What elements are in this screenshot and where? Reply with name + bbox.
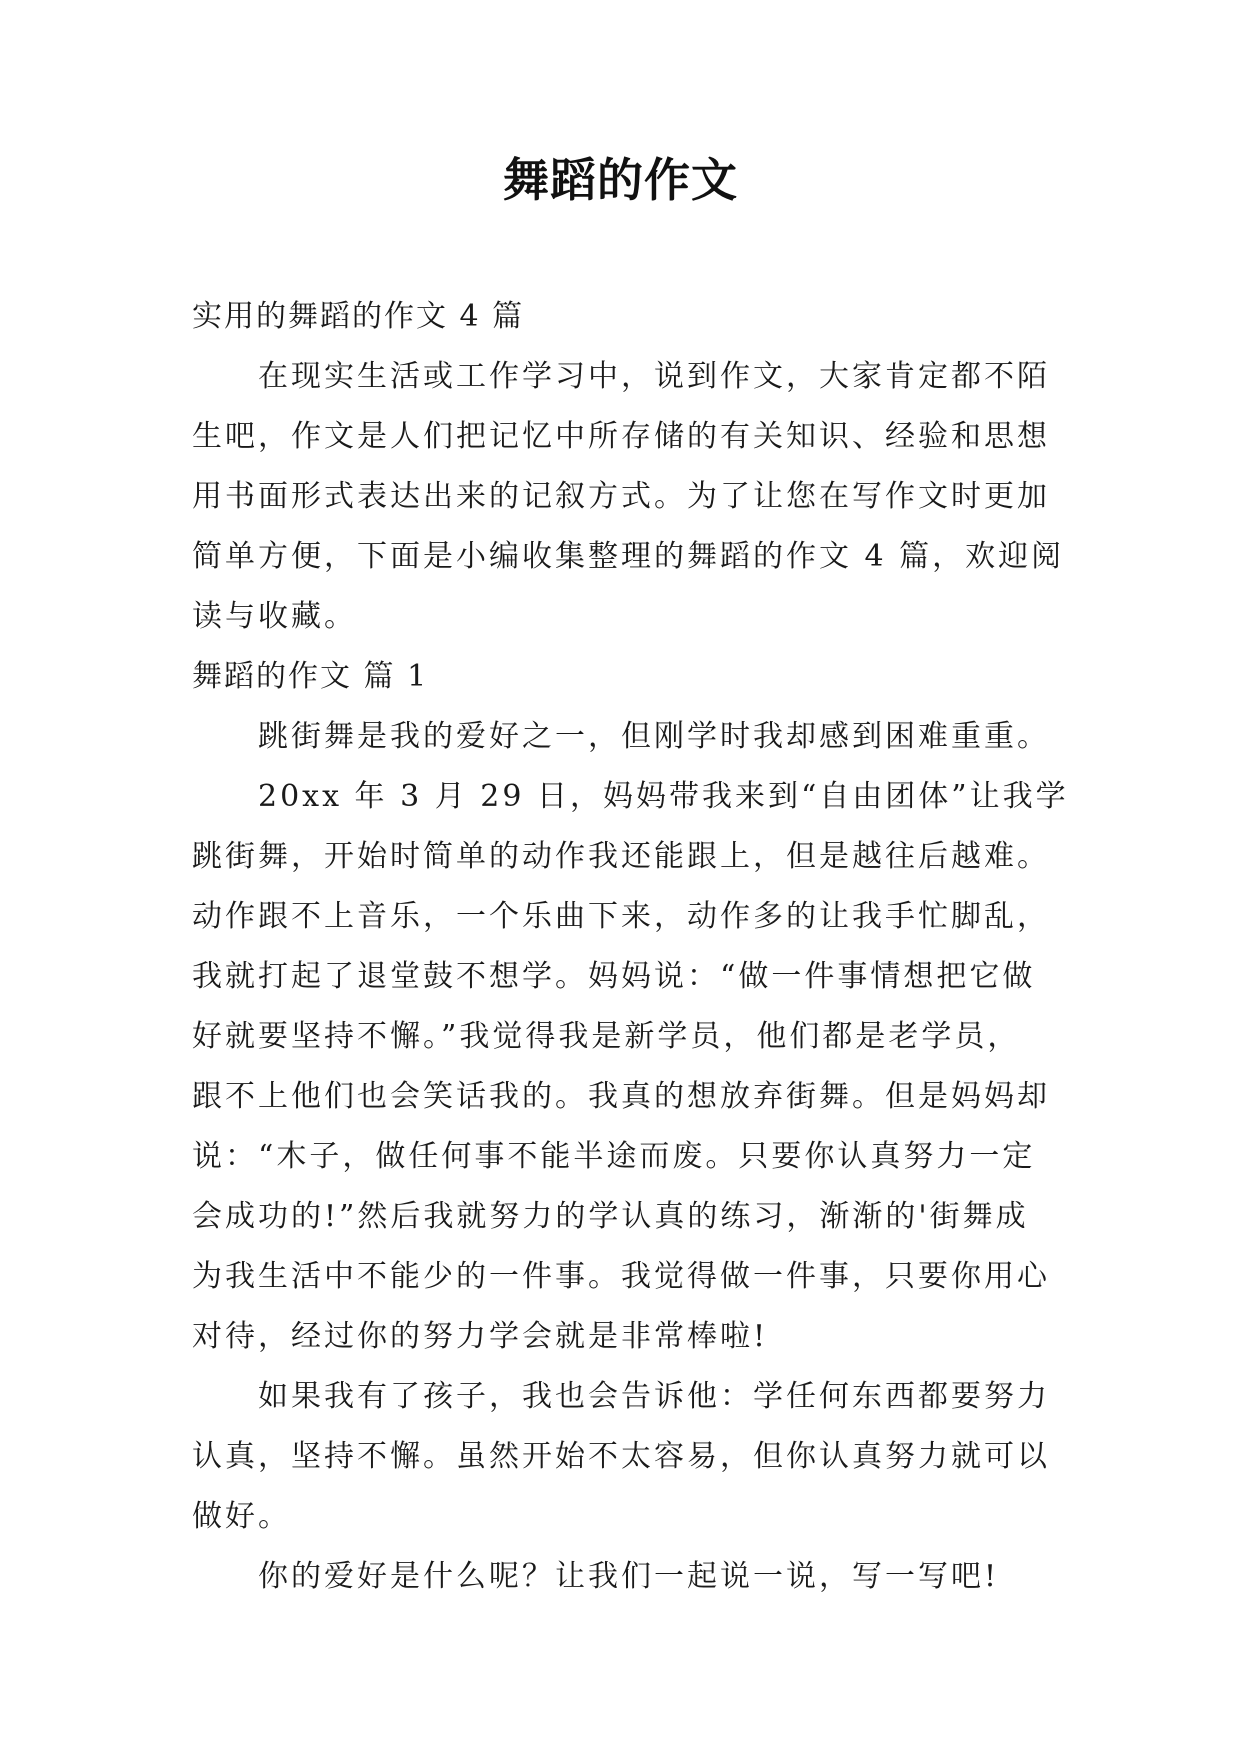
essay-paragraph-line: 动作跟不上音乐，一个乐曲下来，动作多的让我手忙脚乱， bbox=[192, 899, 1050, 934]
section-heading: 舞蹈的作文 篇 1 bbox=[192, 659, 429, 694]
intro-paragraph-line: 读与收藏。 bbox=[192, 599, 357, 634]
intro-paragraph-line: 简单方便，下面是小编收集整理的舞蹈的作文 4 篇，欢迎阅 bbox=[192, 539, 1065, 574]
essay-paragraph-line: 你的爱好是什么呢？让我们一起说一说，写一写吧! bbox=[258, 1559, 1000, 1594]
intro-paragraph-line: 生吧，作文是人们把记忆中所存储的有关知识、经验和思想 bbox=[192, 419, 1050, 454]
subtitle-line: 实用的舞蹈的作文 4 篇 bbox=[192, 299, 525, 334]
essay-paragraph-line: 如果我有了孩子，我也会告诉他：学任何东西都要努力 bbox=[258, 1379, 1050, 1414]
essay-paragraph-line: 跳街舞，开始时简单的动作我还能跟上，但是越往后越难。 bbox=[192, 839, 1050, 874]
essay-paragraph-line: 会成功的!”然后我就努力的学认真的练习，渐渐的'街舞成 bbox=[192, 1199, 1029, 1234]
essay-paragraph-line: 跳街舞是我的爱好之一，但刚学时我却感到困难重重。 bbox=[258, 719, 1050, 754]
intro-paragraph-line: 用书面形式表达出来的记叙方式。为了让您在写作文时更加 bbox=[192, 479, 1050, 514]
essay-paragraph-line: 20xx 年 3 月 29 日，妈妈带我来到“自由团体”让我学 bbox=[258, 779, 1069, 814]
essay-paragraph-line: 做好。 bbox=[192, 1499, 291, 1534]
intro-paragraph-line: 在现实生活或工作学习中，说到作文，大家肯定都不陌 bbox=[258, 359, 1050, 394]
essay-paragraph-line: 对待，经过你的努力学会就是非常棒啦! bbox=[192, 1319, 769, 1354]
document-title: 舞蹈的作文 bbox=[503, 153, 738, 207]
document-body bbox=[192, 287, 1072, 1607]
essay-paragraph-line: 好就要坚持不懈。”我觉得我是新学员，他们都是老学员， bbox=[192, 1019, 1021, 1054]
essay-paragraph-line: 为我生活中不能少的一件事。我觉得做一件事，只要你用心 bbox=[192, 1259, 1050, 1294]
essay-paragraph-line: 说：“木子，做任何事不能半途而废。只要你认真努力一定 bbox=[192, 1139, 1036, 1174]
essay-paragraph-line: 我就打起了退堂鼓不想学。妈妈说：“做一件事情想把它做 bbox=[192, 959, 1036, 994]
essay-paragraph-line: 认真，坚持不懈。虽然开始不太容易，但你认真努力就可以 bbox=[192, 1439, 1050, 1474]
essay-paragraph-line: 跟不上他们也会笑话我的。我真的想放弃街舞。但是妈妈却 bbox=[192, 1079, 1050, 1114]
